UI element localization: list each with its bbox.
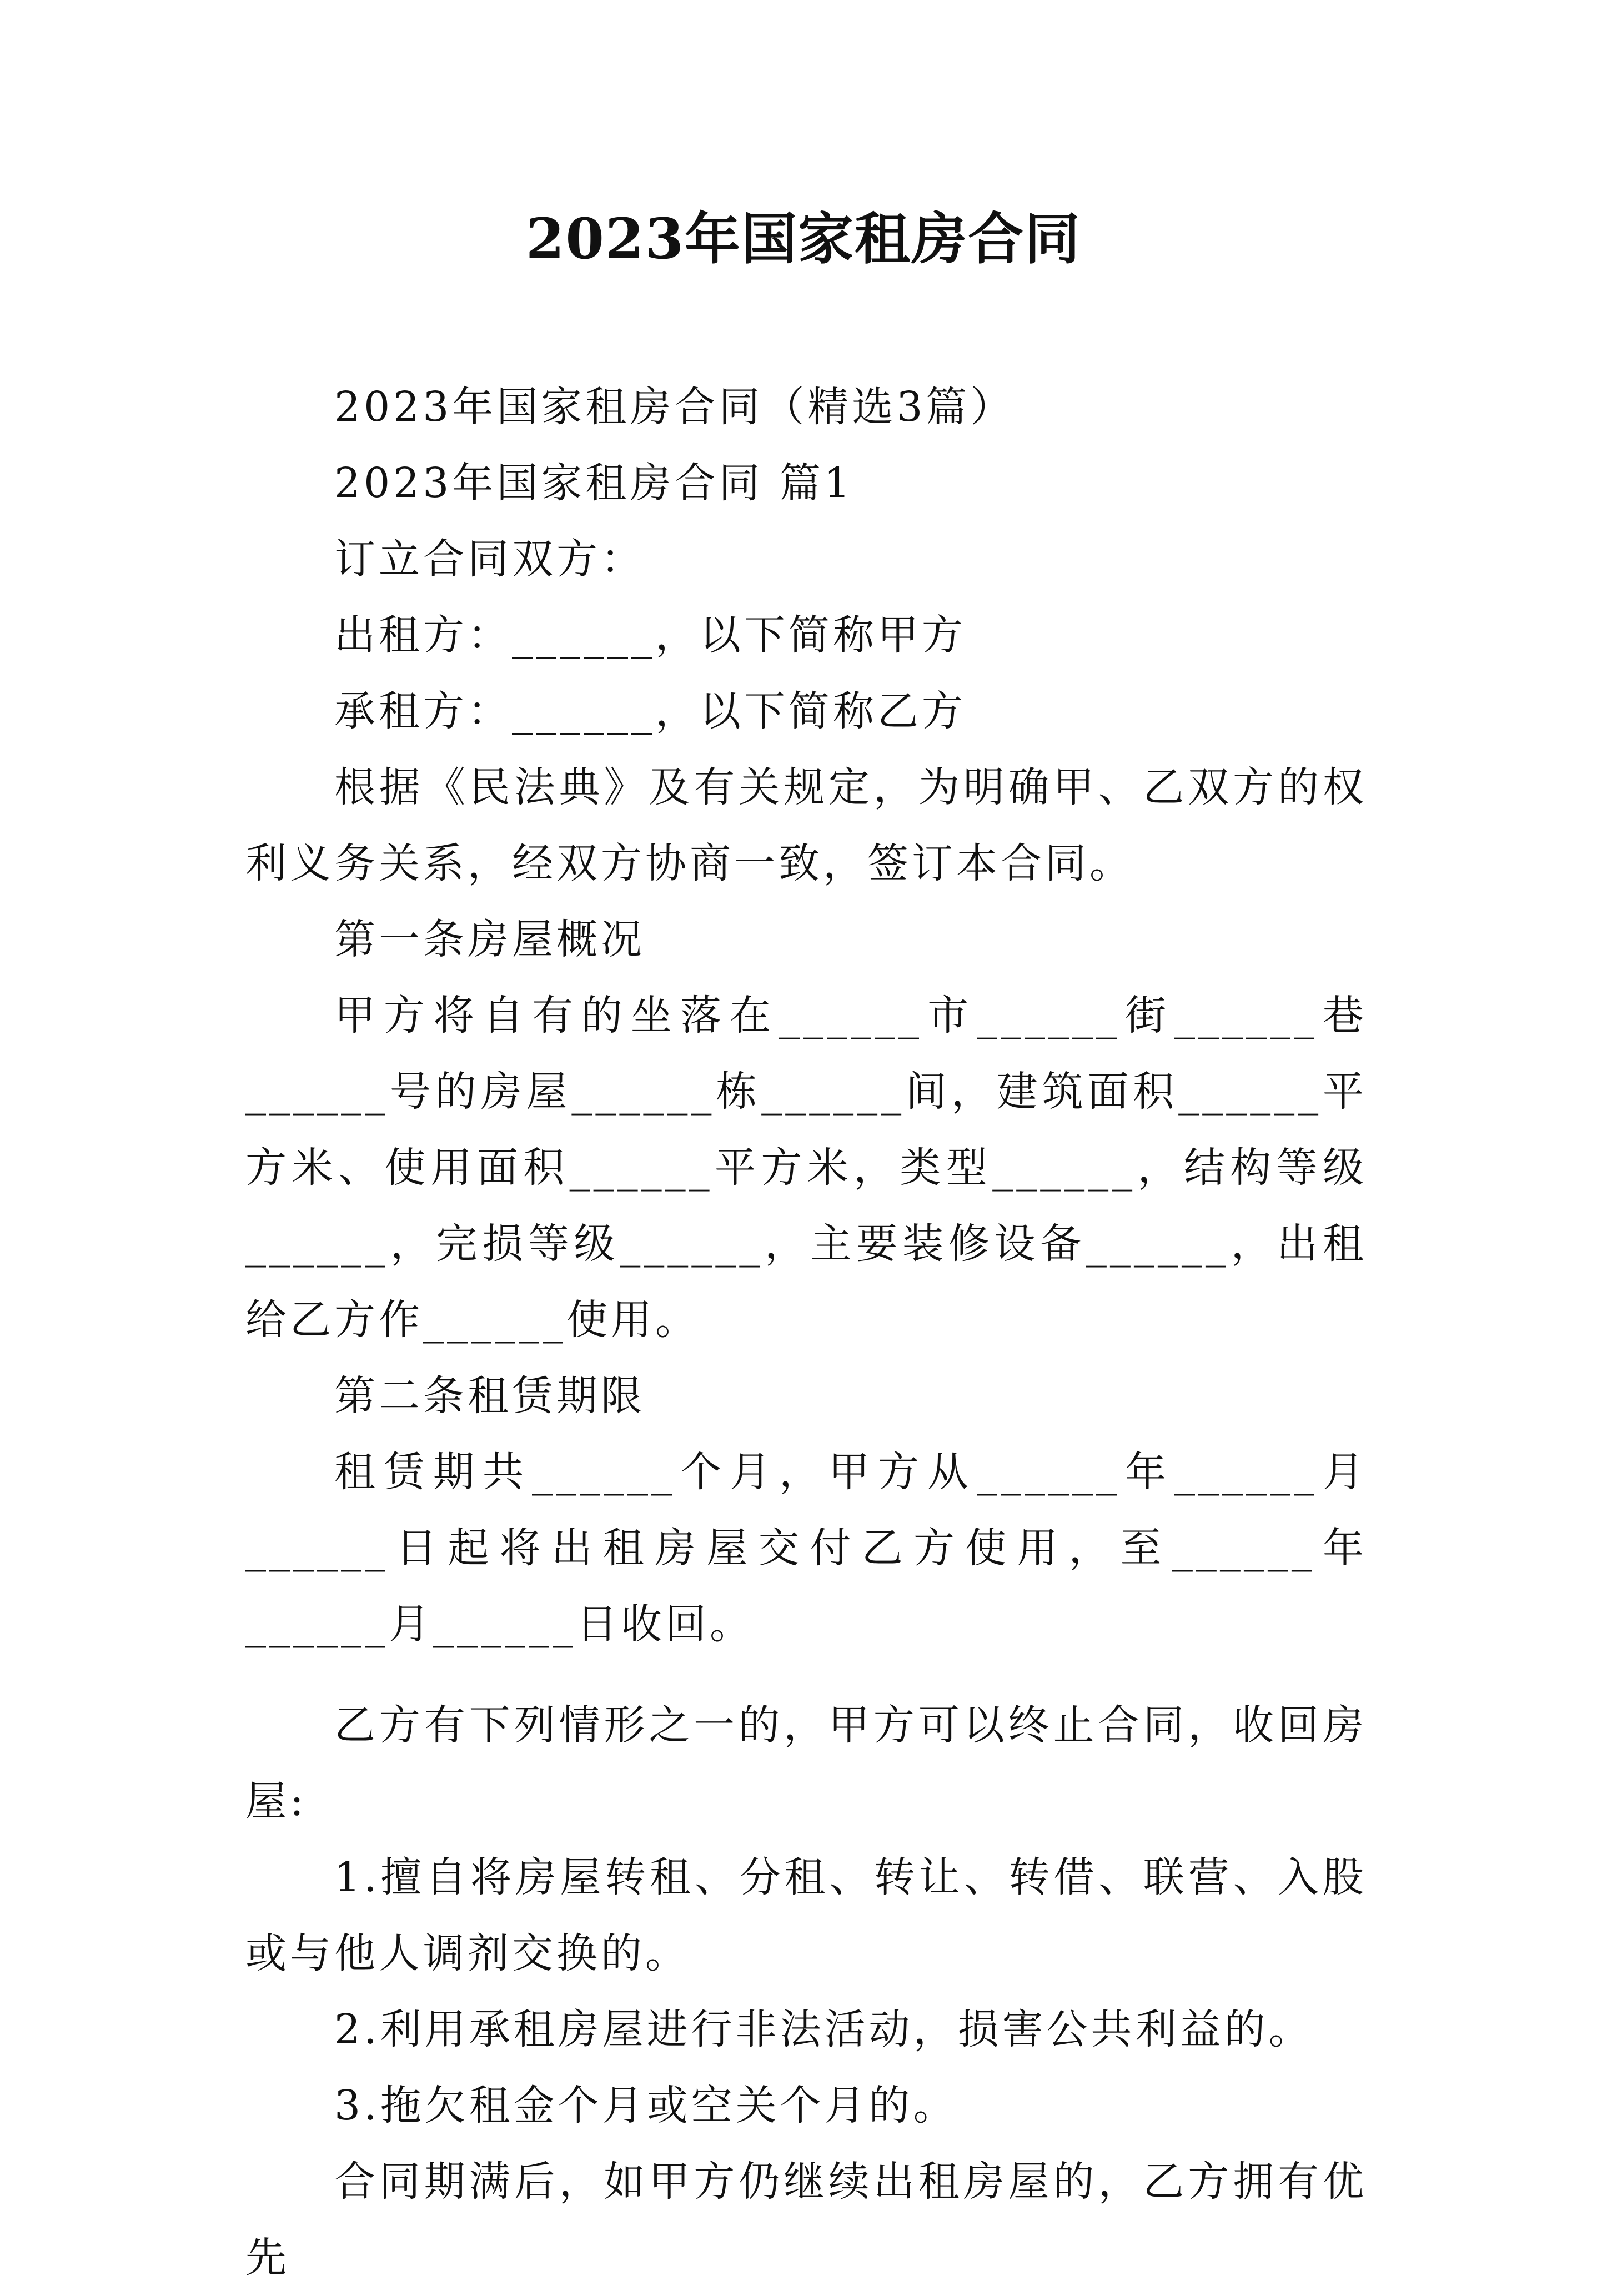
document-title: 2023年国家租房合同 xyxy=(525,206,1082,272)
paragraph-termination-intro: 乙方有下列情形之一的，甲方可以终止合同，收回房屋: xyxy=(245,1701,1367,1825)
paragraph-article-1-heading: 第一条房屋概况 xyxy=(334,916,645,963)
paragraph-termination-item-3: 3.拖欠租金个月或空关个月的。 xyxy=(334,2082,958,2129)
paragraph-article-1-body: 甲方将自有的坐落在______市______街______巷______号的房屋______栋______间，建筑面积______平方米、使用面积______平方米，类型______，结构等级______，完损等级______，主要装修设备______，出租给乙方作______使用。 xyxy=(245,992,1367,1344)
paragraph-renewal: 合同期满后，如甲方仍继续出租房屋的，乙方拥有优先 xyxy=(245,2158,1367,2282)
paragraph-article-2-body: 租赁期共______个月，甲方从______年______月______日起将出租房屋交付乙方使用，至______年______月______日收回。 xyxy=(245,1448,1367,1648)
paragraph-lessor: 出租方：______，以下简称甲方 xyxy=(334,611,966,659)
document-body xyxy=(245,369,1367,2296)
paragraph-subtitle: 2023年国家租房合同（精选3篇） xyxy=(334,383,1015,431)
paragraph-parties-label: 订立合同双方： xyxy=(334,535,645,583)
paragraph-termination-item-2: 2.利用承租房屋进行非法活动，损害公共利益的。 xyxy=(334,2006,1313,2053)
paragraph-article-2-heading: 第二条租赁期限 xyxy=(334,1372,645,1420)
paragraph-section-heading: 2023年国家租房合同 篇1 xyxy=(334,459,853,507)
paragraph-lessee: 承租方：______，以下简称乙方 xyxy=(334,687,966,735)
paragraph-preamble: 根据《民法典》及有关规定，为明确甲、乙双方的权利义务关系，经双方协商一致，签订本合同。 xyxy=(245,763,1367,887)
paragraph-termination-item-1: 1.擅自将房屋转租、分租、转让、转借、联营、入股或与他人调剂交换的。 xyxy=(245,1853,1367,1977)
